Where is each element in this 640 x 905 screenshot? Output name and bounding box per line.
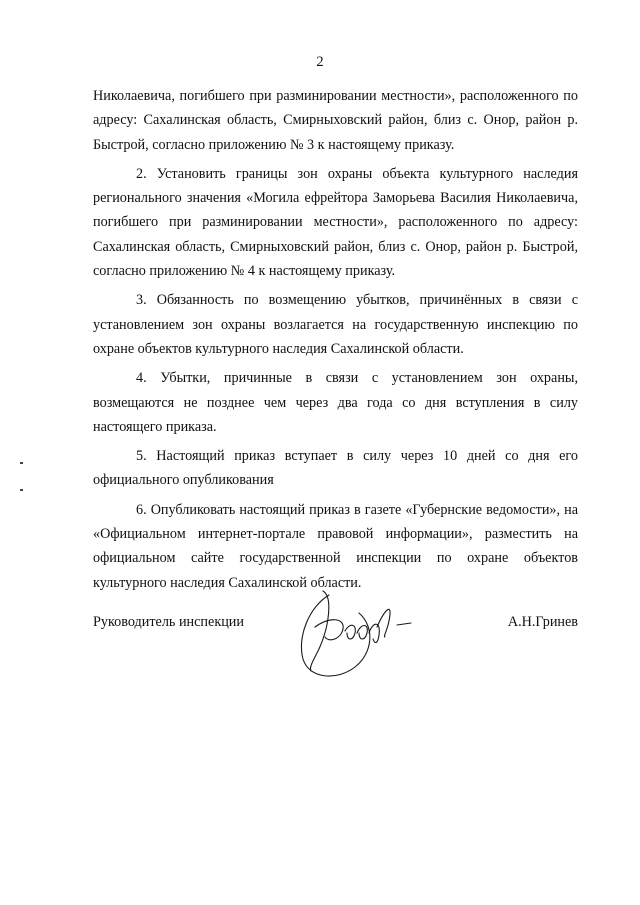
paragraph-5: 5. Настоящий приказ вступает в силу через 10 дней со дня его официального опубликования <box>93 448 578 489</box>
paragraph-6: 6. Опубликовать настоящий приказ в газете «Губернские ведомости», на «Официальном интернет-портале правовой информации», разместить на официальном сайте государственной инспекции по охране объектов культурного наследия Сахалинской области. <box>93 501 578 591</box>
signatory-name: А.Н.Гринев <box>507 614 578 630</box>
paragraph-2: 2. Установить границы зон охраны объекта культурного наследия регионального значения «Могила ефрейтора Заморьева Василия Николаевича, погибшего при разминировании местности», расположенного по адресу: Сахалинская область, Смирныховский район, близ с. Онор, район р. Быстрой, согласно приложению № 4 к настоящему приказу. <box>93 165 578 280</box>
paragraph-4: 4. Убытки, причинные в связи с установлением зон охраны, возмещаются не позднее чем через два года со дня вступления в силу настоящего приказа. <box>93 370 578 435</box>
margin-mark <box>20 489 23 491</box>
paragraph-continuation: Николаевича, погибшего при разминировании местности», расположенного по адресу: Сахалинская область, Смирныховский район, близ с. Онор, район р. Быстрой, согласно приложению № 3 к настоящему приказу. <box>93 88 578 153</box>
page-number: 2 <box>316 54 324 70</box>
margin-mark <box>20 462 23 464</box>
document-body <box>93 84 578 600</box>
paragraph-3: 3. Обязанность по возмещению убытков, причинённых в связи с установлением зон охраны возлагается на государственную инспекцию по охране объектов культурного наследия Сахалинской области. <box>93 292 578 357</box>
handwritten-signature <box>289 587 419 687</box>
signature-block <box>93 587 578 697</box>
signatory-title: Руководитель инспекции <box>93 614 244 630</box>
